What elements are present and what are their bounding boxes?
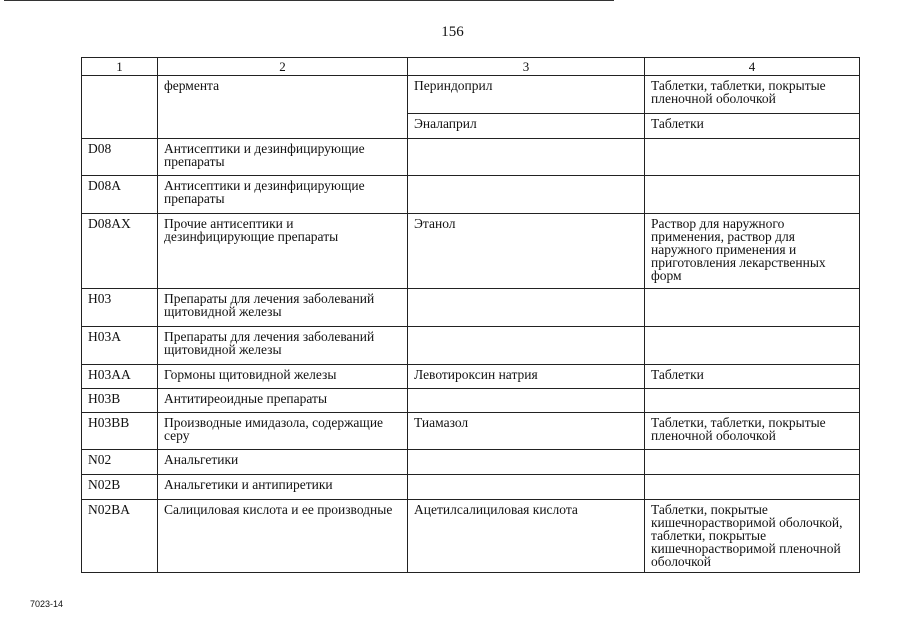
drug-name-cell: Этанол bbox=[408, 214, 645, 289]
table-row bbox=[82, 389, 860, 413]
atc-code-cell: H03AA bbox=[82, 365, 158, 389]
header-cell: 3 bbox=[408, 58, 645, 76]
page-number: 156 bbox=[441, 24, 464, 40]
dosage-form-cell bbox=[645, 450, 860, 475]
table-row bbox=[82, 327, 860, 365]
group-name-cell: Антисептики и дезинфицирующие препараты bbox=[158, 176, 408, 214]
atc-code-cell: H03BB bbox=[82, 413, 158, 450]
drug-name-cell bbox=[408, 289, 645, 327]
atc-code-cell: D08AX bbox=[82, 214, 158, 289]
drug-name-cell bbox=[408, 450, 645, 475]
header-cell: 2 bbox=[158, 58, 408, 76]
table-header-row bbox=[82, 58, 860, 76]
drug-name-cell: Ацетилсалициловая кислота bbox=[408, 500, 645, 573]
table-row bbox=[82, 76, 860, 114]
table-row bbox=[82, 289, 860, 327]
group-name-cell: Антитиреоидные препараты bbox=[158, 389, 408, 413]
atc-code-cell: H03B bbox=[82, 389, 158, 413]
drug-name-cell bbox=[408, 139, 645, 176]
dosage-form-cell: Таблетки, покрытые кишечнорастворимой оболочкой, таблетки, покрытые кишечнорастворимой пленочной оболочкой bbox=[645, 500, 860, 573]
table-row bbox=[82, 139, 860, 176]
drug-name-cell bbox=[408, 475, 645, 500]
header-cell: 4 bbox=[645, 58, 860, 76]
group-name-cell: Гормоны щитовидной железы bbox=[158, 365, 408, 389]
dosage-form-cell bbox=[645, 289, 860, 327]
drug-name-cell: Тиамазол bbox=[408, 413, 645, 450]
group-name-cell: Антисептики и дезинфицирующие препараты bbox=[158, 139, 408, 176]
atc-code-cell: D08A bbox=[82, 176, 158, 214]
group-name-cell: Препараты для лечения заболеваний щитовидной железы bbox=[158, 289, 408, 327]
table-row bbox=[82, 500, 860, 573]
dosage-form-cell: Раствор для наружного применения, раствор для наружного применения и приготовления лекарственных форм bbox=[645, 214, 860, 289]
dosage-form-cell: Таблетки, таблетки, покрытые пленочной оболочкой bbox=[645, 76, 860, 114]
atc-code-cell: D08 bbox=[82, 139, 158, 176]
group-name-cell: Анальгетики и антипиретики bbox=[158, 475, 408, 500]
drug-table bbox=[81, 57, 860, 573]
atc-code-cell bbox=[82, 76, 158, 139]
drug-name-cell bbox=[408, 327, 645, 365]
dosage-form-cell: Таблетки bbox=[645, 365, 860, 389]
dosage-form-cell: Таблетки, таблетки, покрытые пленочной оболочкой bbox=[645, 413, 860, 450]
table-row bbox=[82, 413, 860, 450]
dosage-form-cell bbox=[645, 475, 860, 500]
table-row bbox=[82, 365, 860, 389]
drug-name-cell: Эналаприл bbox=[408, 114, 645, 139]
table-row bbox=[82, 450, 860, 475]
dosage-form-cell bbox=[645, 176, 860, 214]
group-name-cell: Салициловая кислота и ее производные bbox=[158, 500, 408, 573]
atc-code-cell: H03 bbox=[82, 289, 158, 327]
atc-code-cell: N02BA bbox=[82, 500, 158, 573]
table-row bbox=[82, 475, 860, 500]
group-name-cell: фермента bbox=[158, 76, 408, 139]
drug-name-cell: Периндоприл bbox=[408, 76, 645, 114]
drug-name-cell bbox=[408, 389, 645, 413]
top-border-line bbox=[4, 0, 614, 1]
table-row bbox=[82, 176, 860, 214]
group-name-cell: Анальгетики bbox=[158, 450, 408, 475]
group-name-cell: Прочие антисептики и дезинфицирующие препараты bbox=[158, 214, 408, 289]
document-code: 7023-14 bbox=[30, 599, 64, 609]
dosage-form-cell bbox=[645, 389, 860, 413]
dosage-form-cell bbox=[645, 327, 860, 365]
header-cell: 1 bbox=[82, 58, 158, 76]
table-row bbox=[82, 214, 860, 289]
drug-name-cell: Левотироксин натрия bbox=[408, 365, 645, 389]
atc-code-cell: H03A bbox=[82, 327, 158, 365]
atc-code-cell: N02 bbox=[82, 450, 158, 475]
group-name-cell: Препараты для лечения заболеваний щитовидной железы bbox=[158, 327, 408, 365]
dosage-form-cell bbox=[645, 139, 860, 176]
atc-code-cell: N02B bbox=[82, 475, 158, 500]
group-name-cell: Производные имидазола, содержащие серу bbox=[158, 413, 408, 450]
drug-name-cell bbox=[408, 176, 645, 214]
dosage-form-cell: Таблетки bbox=[645, 114, 860, 139]
